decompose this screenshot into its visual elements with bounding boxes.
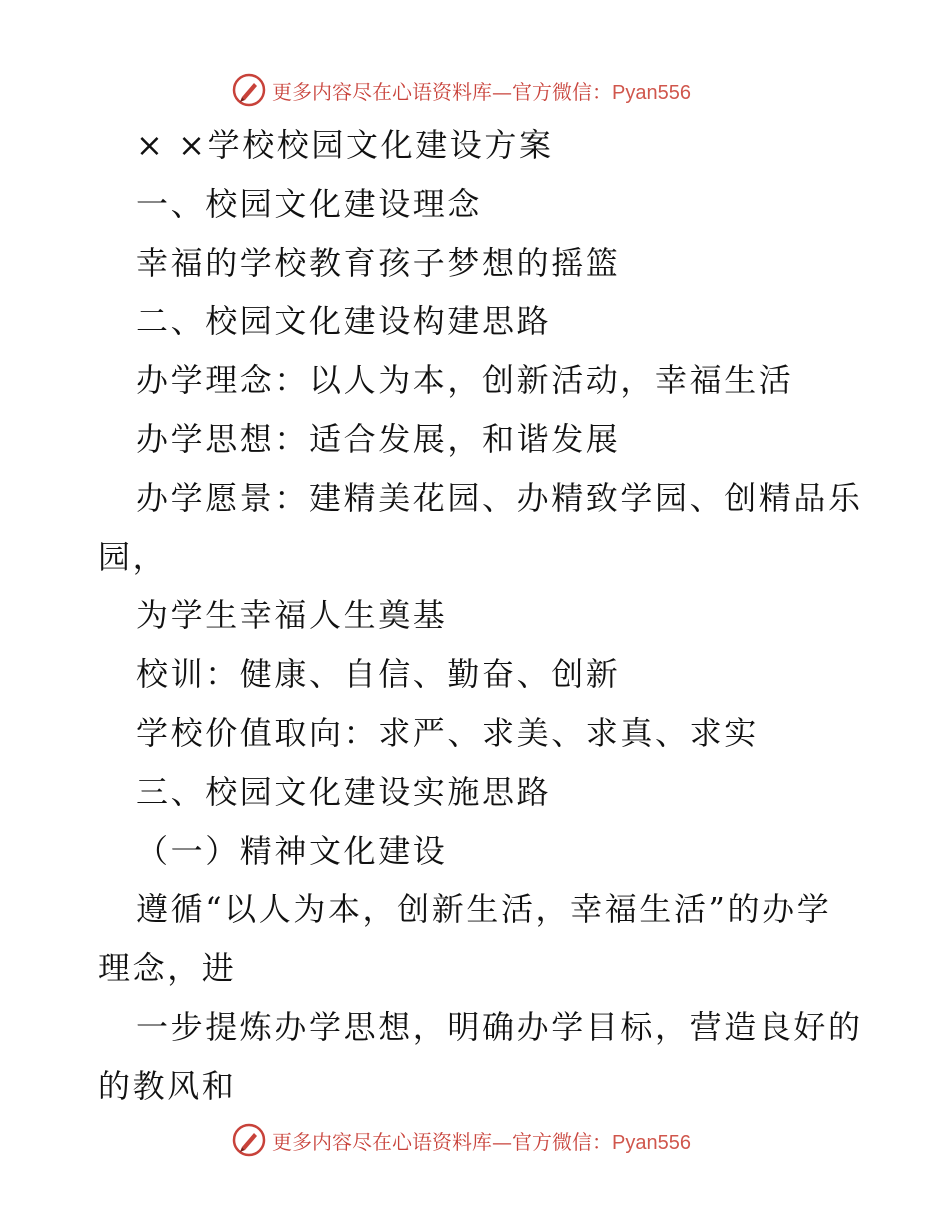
paragraph-line: 园，: [98, 537, 168, 576]
paragraph-line: 办学愿景：建精美花园、办精致学园、创精品乐: [136, 478, 863, 517]
subsection-heading: （一）精神文化建设: [136, 831, 448, 870]
paragraph-line: 一步提炼办学思想，明确办学目标，营造良好的: [136, 1007, 863, 1046]
paragraph-line: 学校价值取向：求严、求美、求真、求实: [136, 713, 759, 752]
watermark-header: [232, 72, 691, 108]
doc-title: × ×学校校园文化建设方案: [136, 126, 554, 164]
pen-logo-icon: [232, 1123, 266, 1157]
section-heading: 二、校园文化建设构建思路: [136, 302, 552, 341]
watermark-footer: [232, 1122, 691, 1158]
paragraph-line: 遵循“以人为本，创新生活，幸福生活”的办学: [136, 890, 832, 929]
paragraph-line: 为学生幸福人生奠基: [136, 596, 448, 635]
section-heading: 一、校园文化建设理念: [136, 184, 483, 223]
paragraph-line: 的教风和: [98, 1066, 237, 1105]
paragraph-line: 理念，进: [98, 949, 237, 988]
paragraph-line: 校训：健康、自信、勤奋、创新: [136, 655, 621, 694]
watermark-text: 更多内容尽在心语资料库—官方微信：Pyan556: [272, 79, 691, 104]
paragraph-line: 办学理念：以人为本，创新活动，幸福生活: [136, 361, 794, 400]
pen-logo-icon: [232, 73, 266, 107]
paragraph-line: 办学思想：适合发展，和谐发展: [136, 419, 621, 458]
watermark-text: 更多内容尽在心语资料库—官方微信：Pyan556: [272, 1129, 691, 1154]
paragraph-line: 幸福的学校教育孩子梦想的摇篮: [136, 243, 621, 282]
section-heading: 三、校园文化建设实施思路: [136, 772, 552, 811]
document-body: [98, 116, 863, 1116]
